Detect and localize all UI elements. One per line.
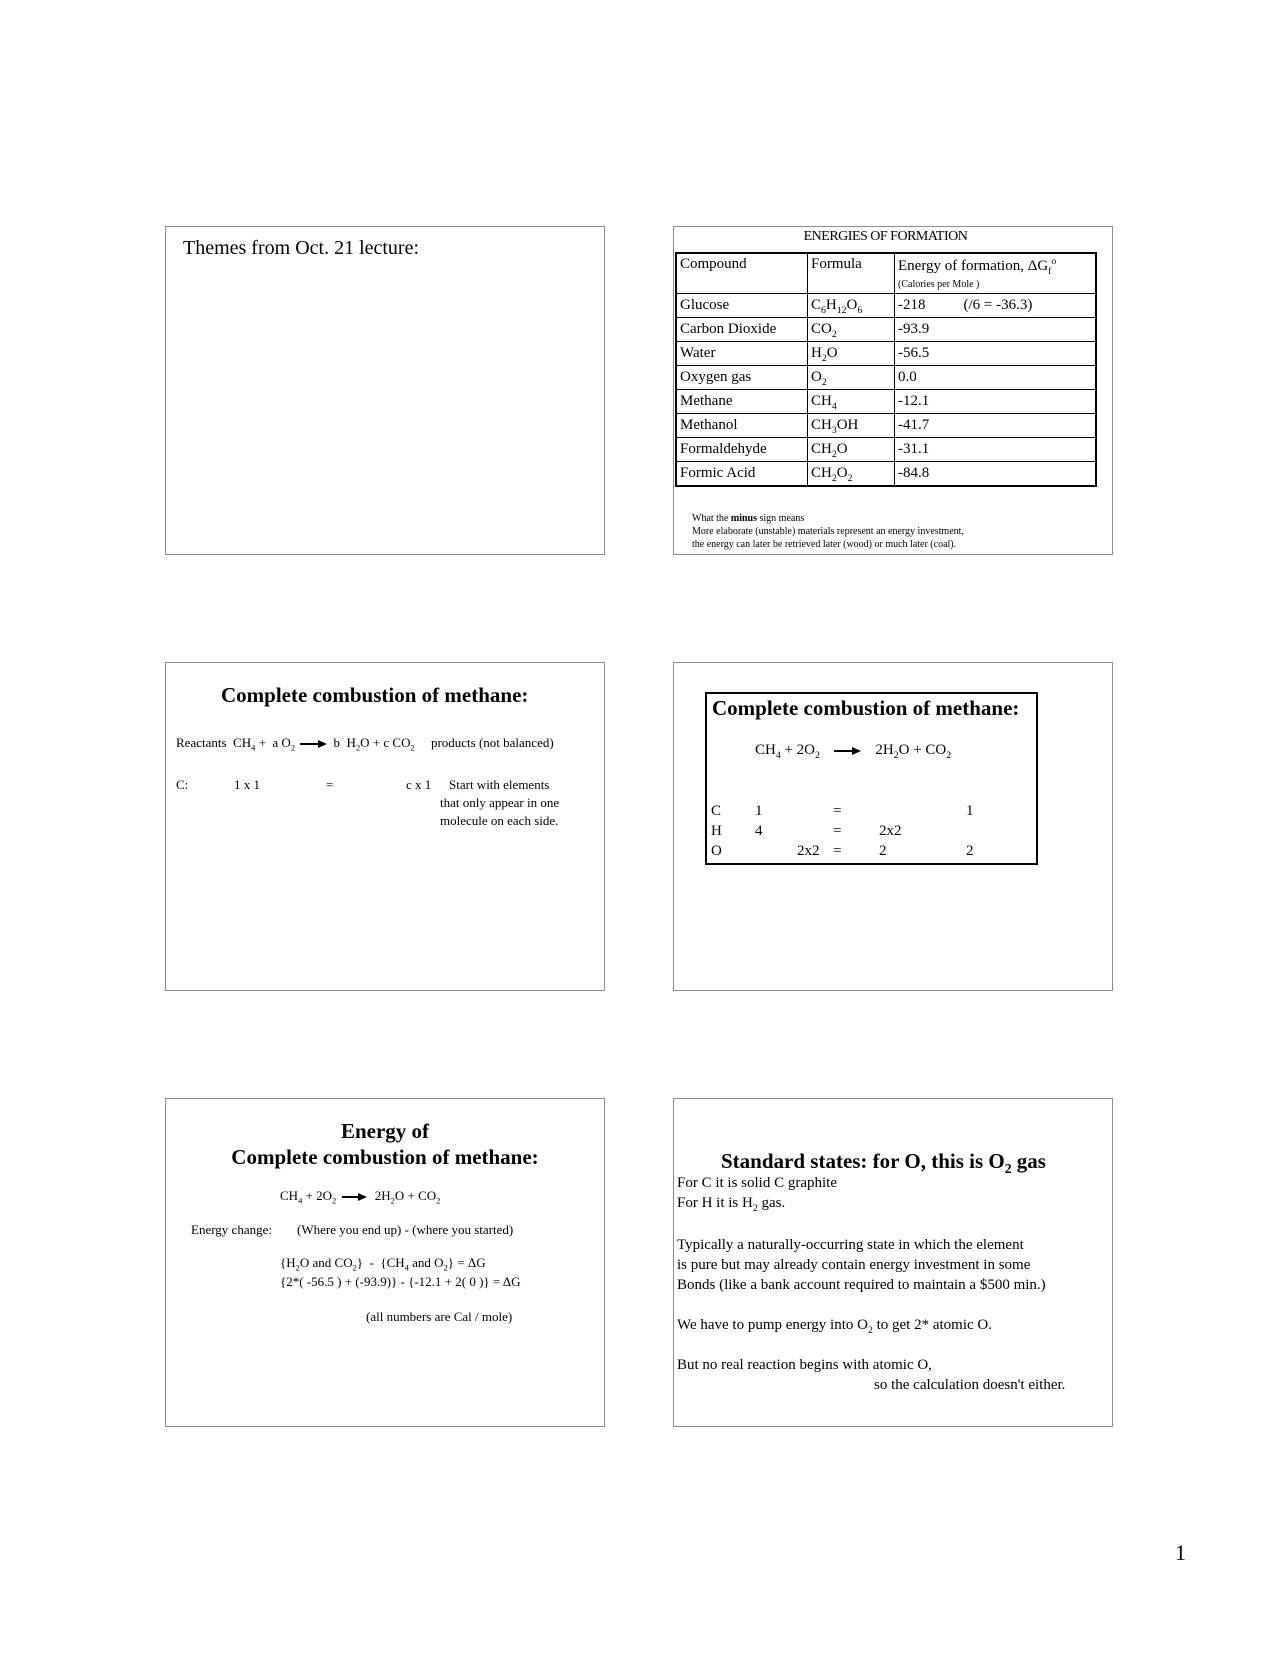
element-label: C: [176, 777, 189, 792]
table-title: ENERGIES OF FORMATION [803, 229, 968, 244]
table-row: Water $H_2O$ -56.5 [676, 342, 1096, 366]
table-row: Carbon Dioxide $CO_2$ -93.9 [676, 318, 1096, 342]
final-line-1: But no real reaction begins with atomic O, [677, 1357, 932, 1373]
table-row: Glucose $C_6H_{12}O_6$ -218 (/6 = -36.3) [676, 294, 1096, 318]
slide-combustion-balanced [673, 662, 1113, 991]
balanced-equation: $CH_4 + 2O_2$ $2H_2O + CO_2$ [755, 742, 952, 761]
table-row: Methane $CH_4$ -12.1 [676, 390, 1096, 414]
units-note: (all numbers are Cal / mole) [366, 1309, 513, 1324]
table-row: Formic Acid $CH_2O_2$ -84.8 [676, 462, 1096, 487]
slide-themes [165, 226, 605, 555]
header-formula: Formula [808, 253, 895, 294]
page-number: 1 [1175, 1540, 1186, 1565]
arrow-icon [834, 746, 862, 756]
table-row: Methanol $CH_3OH$ -41.7 [676, 414, 1096, 438]
slide-standard-states [673, 1098, 1113, 1427]
reaction-line: Reactants $CH_4 + a$ $O_2$ b $H_2O + c$ $CO_2$ products (not balanced) [176, 735, 554, 753]
slide-title: Standard states: for O, this is $O_2$ gas [721, 1149, 1046, 1177]
arrow-icon [342, 1192, 368, 1202]
right-value: c x 1 [406, 777, 432, 792]
slide-title-line1: Energy of [340, 1119, 430, 1143]
table-row: Oxygen gas $O_2$ 0.0 [676, 366, 1096, 390]
final-line-2: so the calculation doesn't either. [874, 1377, 1066, 1393]
energy-calculation: {2*( -56.5 ) + (-93.9)} - {-12.1 + 2( 0 )} = ΔG [280, 1274, 521, 1289]
energy-change-formula: (Where you end up) - (where you started) [297, 1222, 514, 1237]
pump-energy-line: We have to pump energy into $O_2$ to get 2* atomic O. [677, 1317, 993, 1336]
header-compound: Compound [676, 253, 808, 294]
equals-sign: = [326, 777, 334, 792]
themes-heading: Themes from Oct. 21 lecture: [183, 237, 420, 259]
energies-table [675, 252, 1097, 487]
header-energy: Energy of formation, $\Delta G_f^o$ (Calories per Mole ) [895, 253, 1097, 294]
note-line: that only appear in one [440, 795, 560, 810]
table-notes: What the minus sign means More elaborate (unstable) materials represent an energy investment, the energy can later be retrieved later (wood) or much later (coal). [692, 513, 964, 550]
slide-title: Complete combustion of methane: [712, 696, 1020, 720]
balanced-box: Complete combustion of methane: $CH_4 + 2O_2$ $2H_2O + CO_2$ C 1 = 1 H 4 = 2x2 O 2x2 = 2 2 [705, 692, 1038, 865]
slide-combustion-unbalanced [165, 662, 605, 991]
slide-title: Complete combustion of methane: [221, 683, 529, 707]
slide-energy-of-combustion [165, 1098, 605, 1427]
explanation-paragraph: Typically a naturally-occurring state in which the element is pure but may already contain energy investment in some Bonds (like a bank account required to maintain a $500 min.) [677, 1237, 1046, 1293]
energy-terms: {$H_2O$ and $CO_2\} - \{CH_4$ and $O_2\} = \Delta G$ [280, 1255, 486, 1273]
slide-title-line2: Complete combustion of methane: [231, 1145, 539, 1169]
table-row: Formaldehyde $CH_2O$ -31.1 [676, 438, 1096, 462]
table-header-row [676, 253, 1096, 294]
slide-energies-of-formation [673, 226, 1113, 555]
carbon-state: For C it is solid C graphite [677, 1175, 838, 1191]
arrow-icon [300, 739, 328, 749]
reaction-equation: $CH_4 + 2O_2$ $2H_2O + CO_2$ [280, 1188, 441, 1206]
energy-change-label: Energy change: [191, 1222, 272, 1237]
left-value: 1 x 1 [234, 777, 260, 792]
hydrogen-state: For H it is $H_2$ gas. [677, 1195, 786, 1214]
note-line: Start with elements [449, 777, 550, 792]
note-line: molecule on each side. [440, 813, 559, 828]
